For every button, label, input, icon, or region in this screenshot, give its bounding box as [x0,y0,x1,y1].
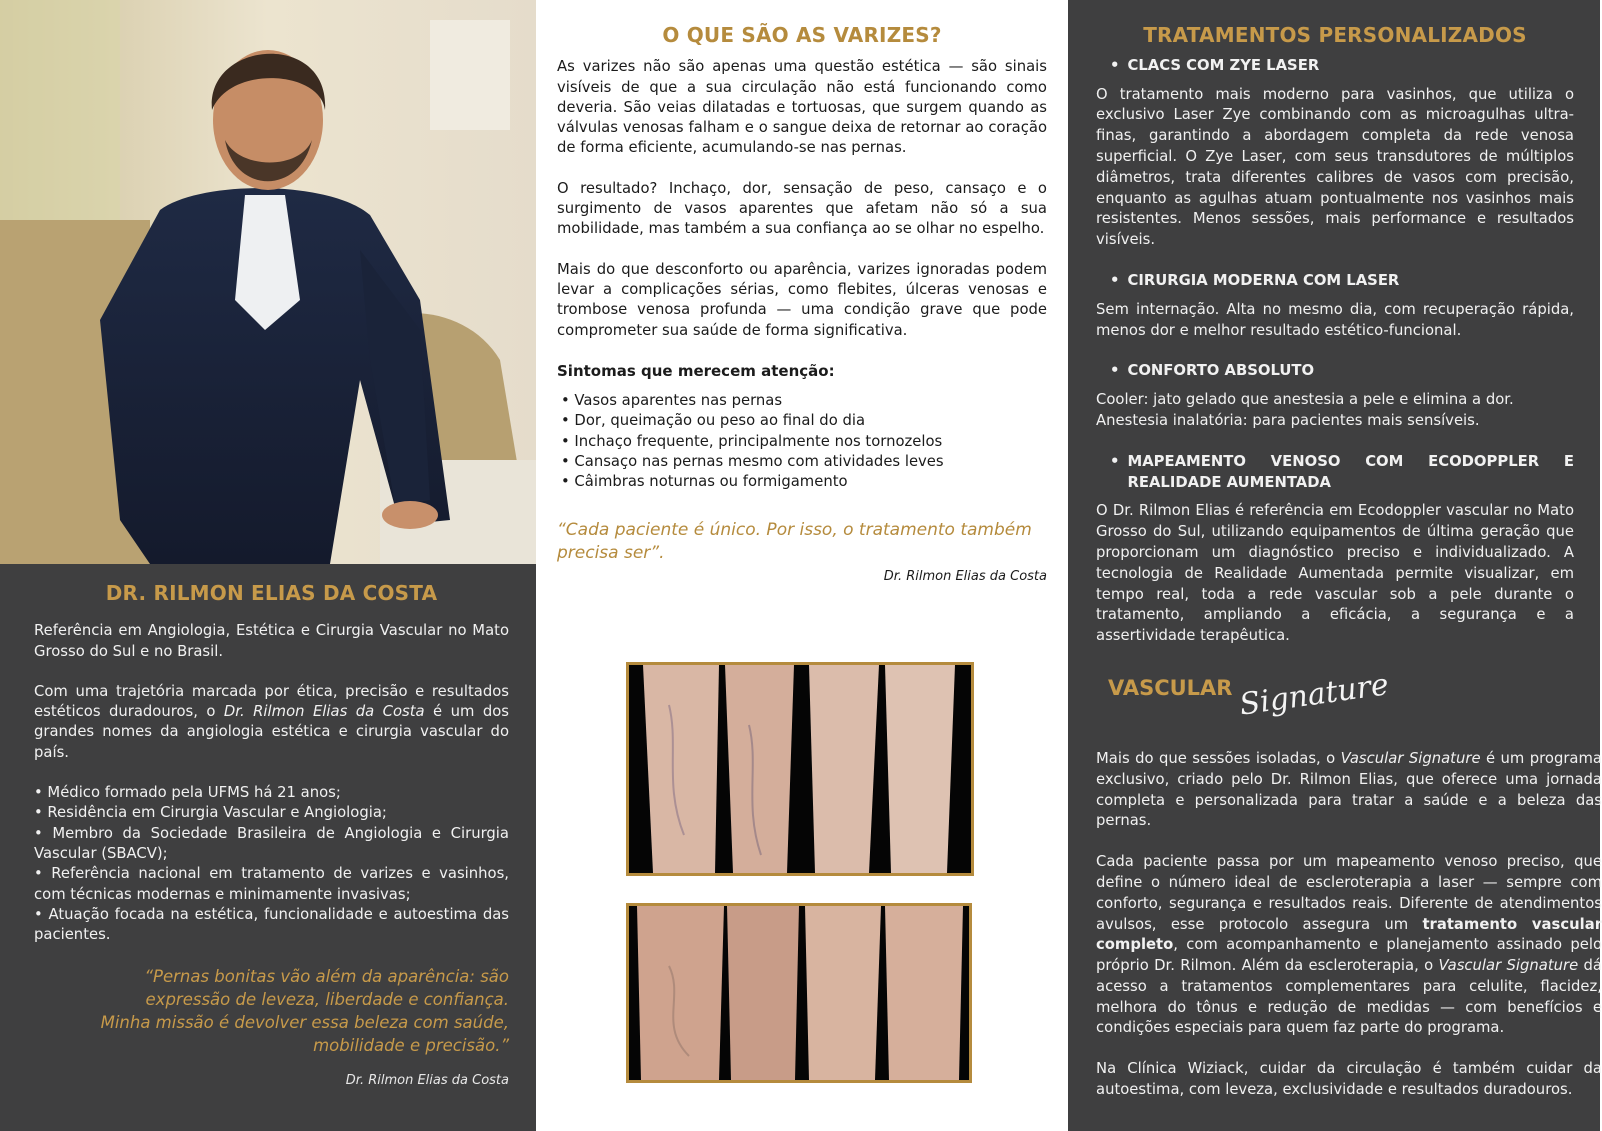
doctor-trajectory [34,682,509,763]
quote-author: Dr. Rilmon Elias da Costa [345,1073,509,1089]
signature-text: , com acompanhamento e planejamento assinado pelo próprio Dr. Rilmon. Além da escleroterapia, o [1096,936,1602,975]
credential-item: • Atuação focada na estética, funcionalidade e autoestima das pacientes. [34,905,509,944]
brand-script-text: Signature [1237,667,1392,723]
bullet-icon: • [1110,271,1120,289]
trajectory-text-start: Com uma trajetória marcada por ética, precisão e resultados estéticos duradouros, o [34,682,509,721]
signature-paragraph [1096,749,1602,832]
symptom-item: • Inchaço frequente, principalmente nos tornozelos [561,432,943,450]
treatments-title: TRATAMENTOS PERSONALIZADOS [1143,23,1527,47]
treatment-name-text: CIRURGIA MODERNA COM LASER [1127,271,1400,289]
legs-photo-after [626,903,972,1083]
brand-word: VASCULAR [1108,676,1233,701]
treatment-quote: “Cada paciente é único. Por isso, o tratamento também precisa ser”. [557,519,1032,563]
varicose-info-panel [536,0,1068,1131]
trajectory-doctor-name: Dr. Rilmon Elias da Costa [223,703,425,721]
signature-text: Cada paciente passa por um mapeamento venoso preciso, que define o número ideal de escleroterapia a laser — sempre com conforto, segurança e resultados reais. Diferente de atendimentos avulsos, esse protocolo assegura um [1096,853,1602,933]
treatment-description-line: Anestesia inalatória: para pacientes mais sensíveis. [1096,411,1480,429]
doctor-intro: Referência em Angiologia, Estética e Cirurgia Vascular no Mato Grosso do Sul e no Brasil. [34,622,509,660]
quote-line: expressão de leveza, liberdade e confiança. [145,990,509,1010]
quote-line: mobilidade e precisão.” [313,1036,509,1056]
doctor-panel [0,0,536,1131]
signature-script [1236,667,1392,731]
vascular-signature-logo [1108,667,1574,731]
treatment-description: Sem internação. Alta no mesmo dia, com recuperação rápida, menos dor e melhor resultado estético-funcional. [1096,300,1574,339]
symptom-item: • Dor, queimação ou peso ao final do dia [561,412,866,430]
trajectory-text-end: é um dos grandes nomes da angiologia estética e cirurgia vascular do país. [34,703,509,761]
signature-highlight: tratamento vascular completo [1096,915,1602,954]
quote-line: “Pernas bonitas vão além da aparência: são [144,967,509,987]
bullet-icon: • [1110,362,1120,380]
credentials-list [34,783,509,945]
program-name: Vascular Signature [1438,957,1579,975]
treatment-description [1096,390,1574,432]
varicose-paragraph: Mais do que desconforto ou aparência, varizes ignoradas podem levar a complicações sérias, como flebites, úlceras venosas e trombose venosa profunda — uma condição grave que pode comprometer sua saúde de forma significativa. [557,260,1047,339]
treatment-name-text: CLACS COM ZYE LASER [1127,56,1320,74]
bullet-icon: • [1110,56,1120,74]
symptom-item: • Cansaço nas pernas mesmo com atividades leves [561,453,944,471]
signature-paragraph [1096,852,1602,1039]
symptom-item: • Vasos aparentes nas pernas [561,392,783,410]
signature-text: é um programa exclusivo, criado pelo Dr. Rilmon Elias, que oferece uma jornada completa e personalizada para tratar a saúde e a beleza das pernas. [1096,749,1602,830]
treatment-name [1110,361,1574,382]
bullet-icon: • [1110,452,1120,470]
program-name: Vascular Signature [1340,749,1481,767]
treatment-name [1110,452,1574,494]
signature-closing: Na Clínica Wiziack, cuidar da circulação é também cuidar da autoestima, com leveza, exclusividade e resultados duradouros. [1096,1060,1602,1099]
quote-author: Dr. Rilmon Elias da Costa [883,568,1047,584]
treatment-description-line: Cooler: jato gelado que anestesia a pele e elimina a dor. [1096,391,1514,409]
symptoms-heading: Sintomas que merecem atenção: [557,361,835,380]
symptoms-list [557,391,1047,492]
treatment-name [1110,56,1574,77]
doctor-portrait-photo [0,0,536,564]
symptom-item: • Câimbras noturnas ou formigamento [561,473,848,491]
doctor-quote [34,965,509,1057]
credential-item: • Referência nacional em tratamento de varizes e vasinhos, com técnicas modernas e minimamente invasivas; [34,865,509,903]
treatment-name [1110,271,1574,292]
quote-line: Minha missão é devolver essa beleza com saúde, [100,1013,509,1033]
treatment-description: O Dr. Rilmon Elias é referência em Ecodoppler vascular no Mato Grosso do Sul, utilizando equipamentos de última geração que proporcionam um diagnóstico preciso e individualizado. A tecnologia de Realidade Aumentada permite visualizar, em tempo real, toda a rede vascular sob a pele durante o tratamento, ampliando a eficácia, a segurança e a assertividade terapêutica. [1096,502,1574,645]
treatment-name-text: MAPEAMENTO VENOSO COM ECODOPPLER E REALIDADE AUMENTADA [1127,452,1574,491]
credential-item: • Membro da Sociedade Brasileira de Angiologia e Cirurgia Vascular (SBACV); [34,824,509,862]
varicose-paragraph: O resultado? Inchaço, dor, sensação de peso, cansaço e o surgimento de vasos aparentes que afetam não só a sua mobilidade, mas também a sua confiança ao se olhar no espelho. [557,179,1047,238]
legs-photo-before [626,662,974,876]
credential-item: • Médico formado pela UFMS há 21 anos; [34,784,341,802]
signature-text: Mais do que sessões isoladas, o [1096,749,1341,767]
signature-text: dá acesso a tratamentos complementares para celulite, flacidez, melhora do tônus e redução de medidas — com benefícios e condições especiais para quem faz parte do programa. [1096,957,1602,1037]
varicose-title: O QUE SÃO AS VARIZES? [662,23,942,47]
treatment-name-text: CONFORTO ABSOLUTO [1127,362,1315,380]
doctor-name-heading: DR. RILMON ELIAS DA COSTA [105,581,438,605]
varicose-paragraph: As varizes não são apenas uma questão estética — são sinais visíveis de que a sua circulação não está funcionando como deveria. São veias dilatadas e tortuosas, que surgem quando as válvulas venosas falham e o sangue deixa de retornar ao coração de forma eficiente, acumulando-se nas pernas. [557,58,1047,157]
treatments-panel [1068,0,1600,1131]
treatment-description: O tratamento mais moderno para vasinhos, que utiliza o exclusivo Laser Zye combinando com as microagulhas ultra-finas, garantindo a abordagem completa da rede venosa superficial. O Zye Laser, com seus transdutores de múltiplos diâmetros, trata diferentes calibres de vasos com precisão, enquanto as agulhas atuam pontualmente nos vasinhos mais resistentes. Menos sessões, mais performance e resultados visíveis. [1096,85,1574,249]
credential-item: • Residência em Cirurgia Vascular e Angiologia; [34,804,387,822]
